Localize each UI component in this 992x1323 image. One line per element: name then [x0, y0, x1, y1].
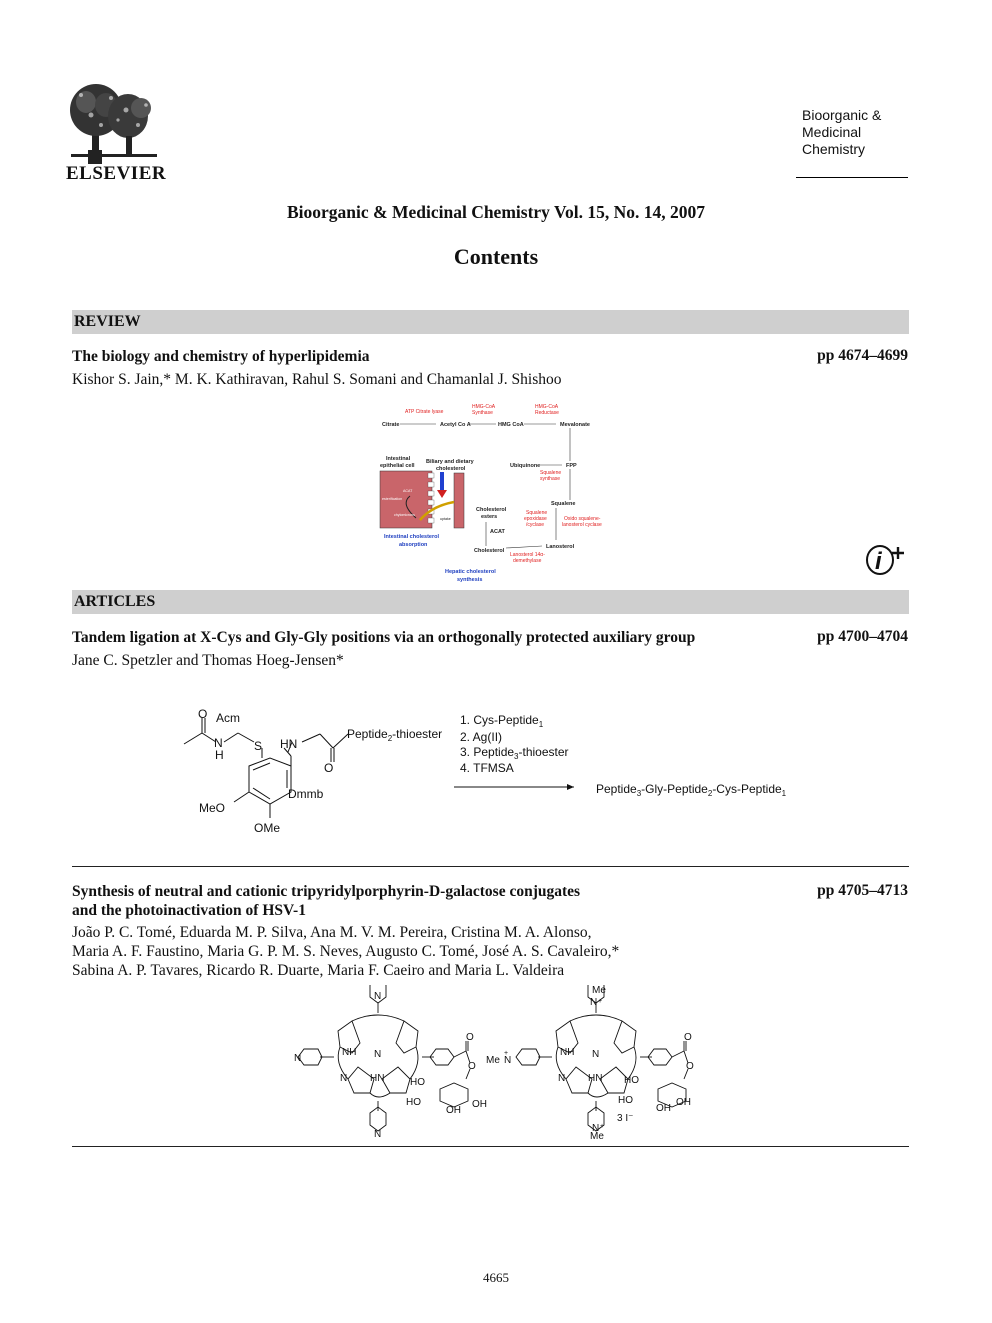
figure-inner-label: esterification	[382, 497, 403, 501]
graphical-abstract-cholesterol-pathway	[370, 398, 620, 588]
journal-name-line: Medicinal	[802, 124, 862, 140]
chem-label: OH	[676, 1097, 691, 1108]
entry-pages: pp 4674–4699	[817, 347, 908, 364]
entry-title[interactable]: The biology and chemistry of hyperlipidemia	[72, 348, 370, 365]
chem-label: Me	[486, 1055, 500, 1066]
chem-label: HN	[370, 1073, 385, 1084]
metabolite: Lanosterol	[546, 544, 575, 550]
enzyme-label: /cyclase	[526, 522, 545, 528]
section-header-review: REVIEW	[72, 310, 909, 334]
reaction-product: Peptide$_3$-Gly-Peptide$_2$-Cys-Peptide$_1$	[596, 782, 787, 798]
svg-text:i: i	[875, 548, 882, 575]
entry-title[interactable]	[72, 882, 580, 920]
chem-label: NH	[342, 1047, 357, 1058]
journal-name-line: Bioorganic &	[802, 107, 882, 123]
figure-label: epithelial cell	[380, 463, 415, 469]
chem-label: Peptide$_2$-thioester	[347, 727, 443, 743]
metabolite: Mevalonate	[560, 422, 590, 428]
enzyme-label: lanosterol cyclase	[562, 522, 602, 528]
chem-label: N	[592, 1123, 600, 1134]
reaction-step: 4. TFMSA	[460, 761, 514, 775]
chem-label: OMe	[254, 821, 281, 835]
figure-inner-label: uptake	[440, 517, 451, 521]
enzyme-label: HMG-CoA	[535, 404, 559, 410]
metabolite: Cholesterol	[474, 548, 505, 554]
chem-label: N	[214, 736, 223, 750]
figure-inner-label: chylomicrons	[394, 513, 415, 517]
entry-authors: Kishor S. Jain,* M. K. Kathiravan, Rahul S. Somani and Chamanlal J. Shishoo	[72, 371, 562, 388]
entry-authors-line: Maria A. F. Faustino, Maria G. P. M. S. Neves, Augusto C. Tomé, José A. S. Cavaleiro,*	[72, 943, 620, 960]
issue-title: Bioorganic & Medicinal Chemistry Vol. 15, No. 14, 2007	[286, 202, 706, 222]
enzyme-label: HMG-CoA	[472, 404, 496, 410]
info-icon[interactable]	[864, 543, 908, 577]
chem-label: O	[468, 1061, 476, 1072]
graphical-abstract-porphyrins	[290, 985, 710, 1145]
reaction-step: 2. Ag(II)	[460, 730, 503, 744]
entry-pages: pp 4705–4713	[817, 882, 908, 899]
section-header-articles: ARTICLES	[72, 590, 909, 614]
chem-label: HO	[410, 1077, 425, 1088]
enzyme-label: Squalene	[526, 510, 548, 516]
chem-label: +	[600, 1123, 605, 1130]
chem-label: Dmmb	[288, 787, 324, 801]
chem-label: HO	[618, 1095, 633, 1106]
chem-label: N	[340, 1073, 348, 1084]
entry-authors-line: João P. C. Tomé, Eduarda M. P. Silva, Ana M. V. M. Pereira, Cristina M. A. Alonso,	[72, 924, 592, 941]
metabolite: Citrate	[382, 422, 400, 428]
chem-label: OH	[472, 1099, 487, 1110]
chem-label: NH	[560, 1047, 575, 1058]
figure-inner-label: ACAT	[403, 489, 413, 493]
enzyme-label: Lanosterol 14α-	[510, 552, 545, 558]
figure-label: cholesterol	[436, 466, 466, 472]
metabolite: esters	[481, 514, 498, 520]
enzyme-label: demethylase	[513, 558, 542, 564]
enzyme-label: epoxidase	[524, 516, 547, 522]
enzyme-label: ATP Citrate lyase	[405, 409, 444, 415]
chem-label: N	[374, 1049, 382, 1060]
entry-title-line: Synthesis of neutral and cationic tripyridylporphyrin-D-galactose conjugates	[72, 883, 581, 900]
journal-rule	[796, 177, 908, 178]
chem-label: N	[558, 1073, 566, 1084]
chem-label: HO	[624, 1075, 639, 1086]
entry-title-line: and the photoinactivation of HSV-1	[72, 902, 306, 919]
figure-caption: synthesis	[457, 577, 483, 583]
metabolite: Ubiquinone	[510, 463, 541, 469]
entry-authors	[72, 923, 619, 980]
reaction-step: 1. Cys-Peptide$_1$	[460, 713, 544, 729]
chem-label: HN	[280, 737, 298, 751]
chem-label: OH	[446, 1105, 461, 1116]
metabolite: FPP	[566, 463, 577, 469]
divider	[72, 1146, 909, 1147]
chem-label: +	[504, 1050, 509, 1057]
chem-label: N	[590, 997, 598, 1008]
chem-label: O	[198, 707, 208, 721]
chem-label: MeO	[199, 801, 226, 815]
metabolite: Squalene	[551, 501, 576, 507]
enzyme-label: Reductase	[535, 410, 559, 416]
enzyme-label: Synthase	[472, 410, 493, 416]
chem-label: O	[324, 761, 334, 775]
enzyme-label: Squalene	[540, 470, 562, 476]
chem-label: OH	[656, 1103, 671, 1114]
chem-label: 3 I⁻	[617, 1113, 634, 1124]
chem-label: N	[374, 1129, 382, 1140]
chem-label: O	[466, 1032, 474, 1043]
chem-label: O	[686, 1061, 694, 1072]
publisher-name: ELSEVIER	[66, 163, 167, 184]
metabolite: Acetyl Co A	[440, 422, 471, 428]
divider	[72, 866, 909, 867]
journal-name	[802, 107, 881, 158]
figure-caption: Intestinal cholesterol	[384, 534, 440, 540]
entry-authors: Jane C. Spetzler and Thomas Hoeg-Jensen*	[72, 652, 344, 669]
graphical-abstract-ligation-scheme	[170, 700, 810, 845]
chem-label: N	[504, 1055, 512, 1066]
contents-title: Contents	[453, 244, 539, 269]
chem-label: S	[254, 739, 263, 753]
journal-name-line: Chemistry	[802, 141, 866, 157]
chem-label: Me	[590, 1131, 604, 1142]
chem-label: HN	[588, 1073, 603, 1084]
figure-label: Biliary and dietary	[426, 459, 474, 465]
chem-label: Acm	[216, 711, 240, 725]
enzyme-label: Oxido squalene-	[564, 516, 601, 522]
entry-authors-line: Sabina A. P. Tavares, Ricardo R. Duarte, Maria F. Caeiro and Maria L. Valdeira	[72, 962, 565, 979]
chem-label: O	[684, 1032, 692, 1043]
figure-caption: absorption	[399, 542, 428, 548]
page-number: 4665	[483, 1270, 509, 1285]
chem-label: +	[598, 998, 603, 1005]
figure-caption: Hepatic cholesterol	[445, 569, 496, 575]
chem-label: N	[294, 1053, 302, 1064]
chem-label: N	[592, 1049, 600, 1060]
chem-label: Me	[592, 985, 606, 996]
chem-label: HO	[406, 1097, 421, 1108]
metabolite: Cholesterol	[476, 507, 507, 513]
metabolite: ACAT	[490, 529, 505, 535]
chem-label: H	[215, 748, 224, 762]
entry-title[interactable]: Tandem ligation at X-Cys and Gly-Gly positions via an orthogonally protected auxiliary group	[72, 629, 696, 646]
chem-label: N	[374, 991, 382, 1002]
entry-pages: pp 4700–4704	[817, 628, 908, 645]
reaction-step: 3. Peptide$_3$-thioester	[460, 745, 569, 761]
enzyme-label: synthase	[540, 476, 561, 482]
metabolite: HMG CoA	[498, 422, 524, 428]
figure-label: Intestinal	[386, 456, 411, 462]
